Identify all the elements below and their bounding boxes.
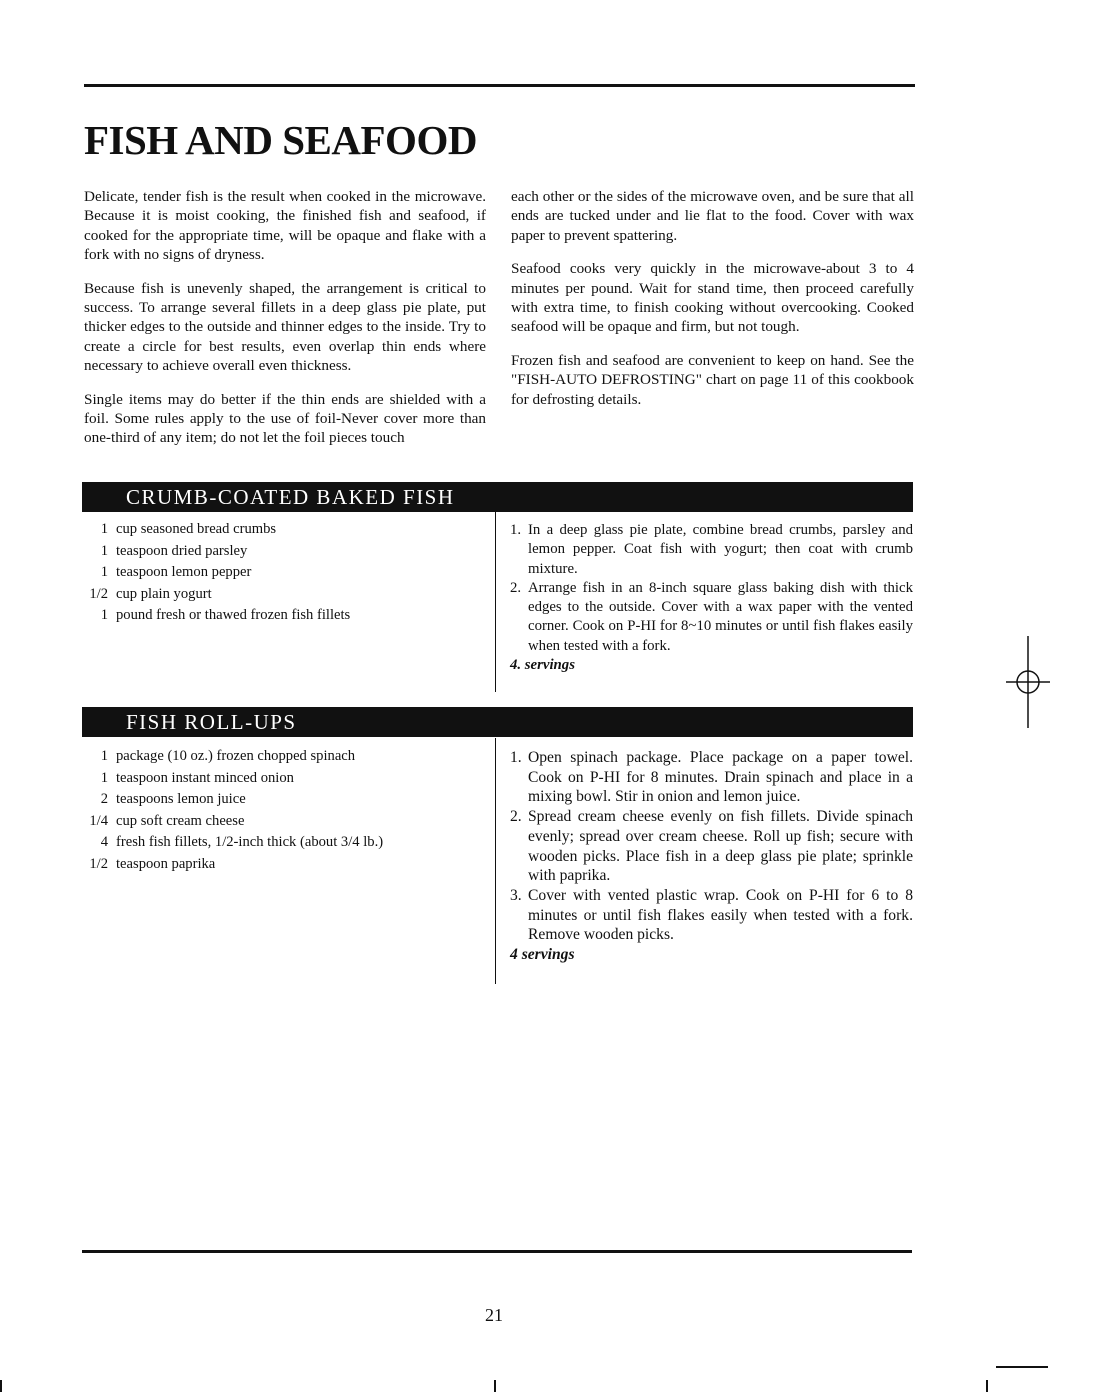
crop-mark	[996, 1366, 1048, 1368]
ingredient-name: cup seasoned bread crumbs	[116, 521, 277, 537]
ingredient-name: cup soft cream cheese	[116, 812, 245, 829]
directions	[510, 521, 913, 675]
ingredient-item	[84, 519, 350, 541]
page-number: 21	[485, 1305, 503, 1325]
ingredient-item	[84, 811, 383, 833]
intro-paragraph: Seafood cooks very quickly in the microwave-about 3 to 4 minutes per pound. Wait for stand time, then proceed carefully with extra time, to finish cooking without overcooking. Cooked seafood will be opaque and firm, but not tough.	[511, 260, 914, 336]
crop-mark	[986, 1380, 988, 1392]
ingredient-name: teaspoon instant minced onion	[116, 769, 294, 786]
direction-step	[510, 886, 913, 945]
intro-paragraph: Because fish is unevenly shaped, the arrangement is critical to success. To arrange several fillets in a deep glass pie plate, put thicker edges to the outside and thinner edges to the inside. Try to create a circle for best results, even overlap thin ends where necessary to achieve overall even thickness.	[84, 279, 486, 375]
ingredient-quantity: 1/4	[89, 812, 108, 829]
ingredient-quantity: 1/2	[89, 585, 108, 602]
ingredient-item	[84, 541, 350, 563]
column-divider	[495, 738, 496, 984]
intro-right-column	[511, 187, 914, 423]
step-number: 3.	[510, 886, 522, 904]
step-number: 2.	[510, 579, 522, 596]
direction-step	[510, 807, 913, 886]
page-title: FISH AND SEAFOOD	[84, 117, 477, 163]
ingredients-list	[84, 746, 383, 875]
step-number: 1.	[510, 749, 522, 766]
ingredient-item	[84, 768, 383, 790]
ingredient-name: pound fresh or thawed frozen fish fillets	[116, 607, 351, 623]
servings: 4 servings	[510, 946, 575, 964]
ingredients-list	[84, 519, 350, 627]
servings: 4. servings	[510, 657, 575, 674]
step-number: 2.	[510, 808, 522, 826]
step-number: 1.	[510, 522, 522, 538]
ingredient-item	[84, 562, 350, 584]
ingredient-item	[84, 584, 350, 606]
ingredient-name: teaspoon dried parsley	[116, 542, 248, 559]
ingredient-item	[84, 854, 383, 876]
ingredient-item	[84, 605, 350, 627]
top-rule	[84, 84, 915, 87]
direction-step	[510, 521, 913, 579]
ingredient-name: teaspoons lemon juice	[116, 791, 246, 807]
recipe-title-banner: FISH ROLL-UPS	[82, 707, 913, 737]
intro-paragraph: Single items may do better if the thin ends are shielded with a foil. Some rules apply to the use of foil-Never cover more than one-third of any item; do not let the foil pieces touch	[84, 390, 486, 447]
column-divider	[495, 512, 496, 692]
intro-left-column	[84, 187, 486, 462]
direction-step	[510, 579, 913, 656]
step-text: Spread cream cheese evenly on fish fillets. Divide spinach evenly; spread over cream cheese. Roll up fish; secure with wooden picks. Place fish in a deep glass pie plate; sprinkle with paprika.	[528, 808, 913, 885]
ingredient-item	[84, 746, 383, 768]
intro-paragraph: Delicate, tender fish is the result when cooked in the microwave. Because it is moist cooking, the finished fish and seafood, if cooked for the appropriate time, will be opaque and flake with a fork with no signs of dryness.	[84, 188, 486, 264]
recipe-title-banner: CRUMB-COATED BAKED FISH	[82, 482, 913, 512]
step-text: Open spinach package. Place package on a paper towel. Cook on P-HI for 8 minutes. Drain spinach and place in a mixing bowl. Stir in onion and lemon juice.	[528, 749, 913, 806]
step-text: Arrange fish in an 8-inch square glass baking dish with thick edges to the outside. Cover with a wax paper with the vented corner. Cook on P-HI for 8~10 minutes or until fish flakes easily when tested with a fork.	[528, 579, 913, 654]
ingredient-quantity: 4	[100, 834, 108, 850]
ingredient-quantity: 1/2	[89, 855, 108, 872]
intro-paragraph: each other or the sides of the microwave oven, and be sure that all ends are tucked under and lie flat to the food. Cover with wax paper to prevent spattering.	[511, 188, 914, 244]
registration-mark-icon	[1006, 636, 1050, 728]
direction-step	[510, 748, 913, 807]
ingredient-name: teaspoon paprika	[116, 855, 216, 872]
directions	[510, 748, 913, 965]
ingredient-name: cup plain yogurt	[116, 585, 212, 602]
ingredient-quantity: 1	[100, 521, 108, 537]
crop-mark	[494, 1380, 496, 1392]
crop-mark	[0, 1380, 2, 1392]
bottom-rule	[82, 1250, 912, 1253]
ingredient-name: package (10 oz.) frozen chopped spinach	[116, 748, 356, 764]
step-text: In a deep glass pie plate, combine bread crumbs, parsley and lemon pepper. Coat fish with yogurt; then coat with crumb mixture.	[528, 522, 913, 577]
ingredient-name: fresh fish fillets, 1/2-inch thick (about 3/4 lb.)	[116, 834, 384, 850]
ingredient-quantity: 1	[100, 607, 108, 623]
ingredient-quantity: 1	[100, 748, 108, 764]
ingredient-quantity: 1	[100, 542, 108, 559]
ingredient-quantity: 2	[100, 791, 108, 807]
ingredient-quantity: 1	[100, 564, 108, 580]
ingredient-item	[84, 832, 383, 854]
step-text: Cover with vented plastic wrap. Cook on P-HI for 6 to 8 minutes or until fish flakes easily when tested with a fork. Remove wooden picks.	[528, 886, 913, 944]
ingredient-item	[84, 789, 383, 811]
intro-paragraph: Frozen fish and seafood are convenient to keep on hand. See the "FISH-AUTO DEFROSTING" chart on page 11 of this cookbook for defrosting details.	[511, 351, 914, 408]
ingredient-name: teaspoon lemon pepper	[116, 564, 252, 580]
ingredient-quantity: 1	[100, 769, 108, 786]
